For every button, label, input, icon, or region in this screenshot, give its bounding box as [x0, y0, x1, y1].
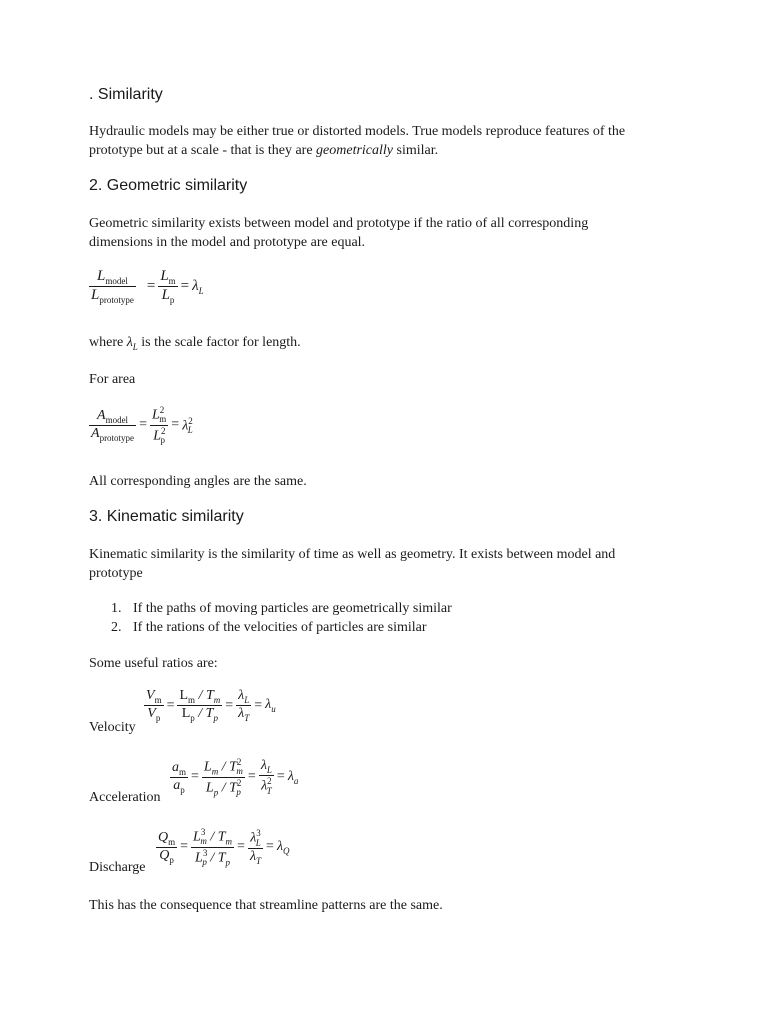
heading-similarity: . Similarity [89, 86, 163, 103]
velocity-label: Velocity [89, 720, 136, 735]
fraction-length-time: $\frac{L_m / T_m}{L_p / T_p}$ [179, 688, 221, 723]
fraction-lambda-l-over-lambda-t: $\frac{\lambda_L}{\lambda_T}$ [238, 688, 250, 723]
equation-velocity: $\frac{V_m}{V_p}$ = $\frac{L_m / T_m}{L_p / T_p}$ = $\frac{\lambda_L}{\lambda_T}$ = $\lambda_u$ [146, 688, 276, 723]
streamline-sentence: This has the consequence that streamline patterns are the same. [89, 898, 443, 913]
where-scale-factor-line: where $\lambda_L$ is the scale factor for length. [89, 335, 301, 352]
equation-acceleration: $\frac{a_m}{a_p}$ = $\frac{L_m / T^2_m}{L_p / T^2_p}$ = $\frac{\lambda_L}{\lambda^2_T}$ = $\lambda_a$ [172, 757, 299, 798]
fraction-qm-over-qp: $\frac{Q_m}{Q_p}$ [158, 829, 176, 865]
fraction-length-cubed-time: $\frac{L^3_m / T_m}{L^3_p / T_p}$ [193, 827, 233, 868]
list-item: 1. If the paths of moving particles are geometrically similar [111, 601, 452, 616]
kinematic-conditions-list [89, 599, 452, 637]
geometric-paragraph-line-2: dimensions in the model and prototype are equal. [89, 235, 366, 250]
fraction-vm-over-vp: $\frac{V_m}{V_p}$ [146, 688, 162, 723]
fraction-lambda-l-over-lambda-t2: $\frac{\lambda_L}{\lambda^2_T}$ [260, 758, 272, 796]
fraction-model-over-prototype: $\frac{L_{model}}{L_{prototype}}$ [91, 268, 134, 306]
intro-paragraph-line-1: Hydraulic models may be either true or distorted models. True models reproduce features of the [89, 124, 626, 139]
intro-text-a: prototype but at a scale - that is they are [89, 143, 317, 158]
intro-paragraph-line-2 [89, 141, 438, 160]
fraction-am-over-ap: $\frac{a_m}{a_p}$ [172, 759, 187, 795]
for-area-label: For area [89, 372, 136, 387]
discharge-label: Discharge [89, 860, 146, 875]
list-item: 2. If the rations of the velocities of particles are similar [111, 620, 427, 635]
intro-text-emphasis: geometrically [316, 143, 394, 158]
heading-kinematic-similarity: 3. Kinematic similarity [89, 508, 244, 525]
fraction-lm2-over-lp2: $\frac{L^2_m}{L^2_p}$ [151, 405, 167, 446]
equation-area-ratio: $\frac{A_{model}}{A_{prototype}}$ = $\frac{L^2_m}{L^2_p}$ = $\lambda^2_L$ [91, 405, 193, 446]
acceleration-label: Acceleration [89, 790, 161, 805]
equation-length-ratio: $\frac{L_{model}}{L_{prototype}}$ = $\frac{L_m}{L_p}$ = $\lambda_L$ [91, 268, 204, 306]
intro-text-c: similar. [393, 143, 439, 158]
fraction-lm-over-lp: $\frac{L_m}{L_p}$ [160, 268, 176, 306]
kinematic-paragraph-line-2: prototype [89, 566, 143, 581]
geometric-paragraph-line-1: Geometric similarity exists between model and prototype if the ratio of all corresponding [89, 216, 589, 231]
fraction-lambda-l3-over-lambda-t: $\frac{\lambda^3_L}{\lambda_T}$ [249, 828, 262, 866]
kinematic-paragraph-line-1: Kinematic similarity is the similarity of time as well as geometry. It exists between model and [89, 547, 616, 562]
fraction-length-time-squared: $\frac{L_m / T^2_m}{L_p / T^2_p}$ [203, 757, 243, 798]
useful-ratios-label: Some useful ratios are: [89, 656, 218, 671]
angles-sentence: All corresponding angles are the same. [89, 474, 307, 489]
equation-discharge: $\frac{Q_m}{Q_p}$ = $\frac{L^3_m / T_m}{L^3_p / T_p}$ = $\frac{\lambda^3_L}{\lambda_T}$ = $\lambda_Q$ [158, 827, 290, 868]
fraction-amodel-over-aprototype: $\frac{A_{model}}{A_{prototype}}$ [91, 407, 135, 443]
heading-geometric-similarity: 2. Geometric similarity [89, 177, 248, 194]
